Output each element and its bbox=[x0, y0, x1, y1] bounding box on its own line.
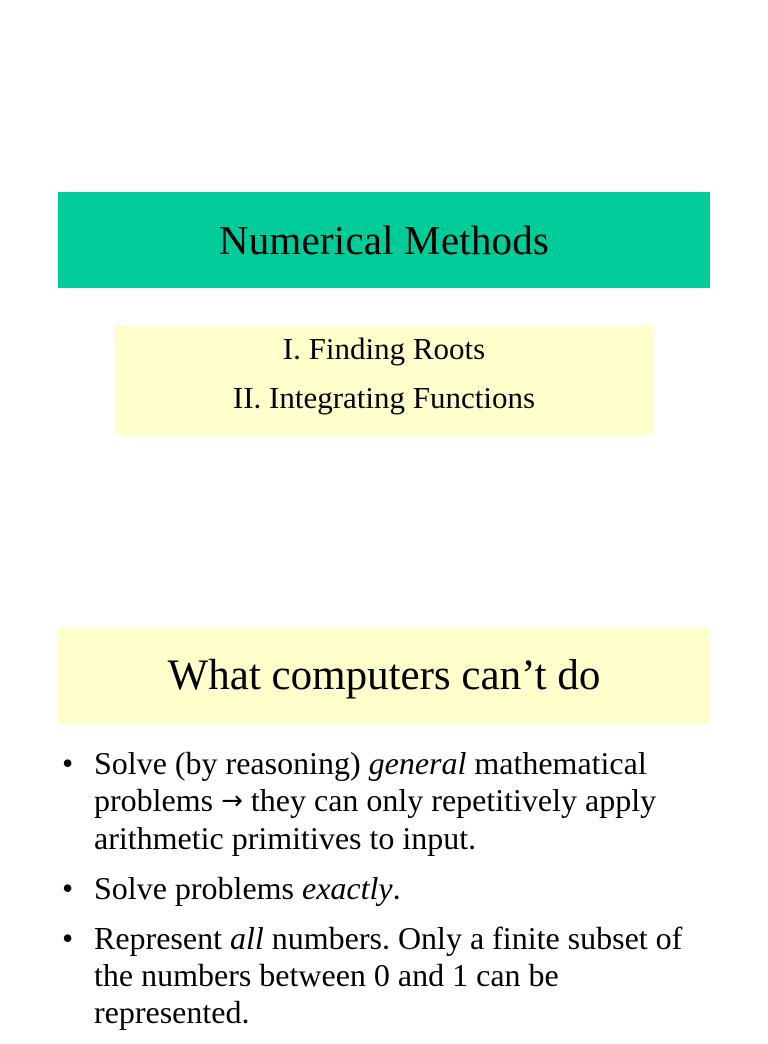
bullet-item-represent-all bbox=[62, 920, 722, 1031]
bullet-item-solve-general bbox=[62, 745, 722, 857]
bullet-icon: • bbox=[62, 920, 74, 956]
bullet-text: . bbox=[392, 870, 401, 906]
bullet-text: they can only repetitively apply arithmetic primitives to input. bbox=[94, 782, 657, 856]
bullet-text: mathematical problems bbox=[94, 745, 647, 818]
slide-title: Numerical Methods bbox=[218, 217, 550, 263]
bullet-text: Solve (by reasoning) bbox=[94, 745, 369, 781]
bullet-emphasis: all bbox=[229, 920, 264, 956]
outline-item-finding-roots: I. Finding Roots bbox=[282, 331, 486, 366]
title-bar bbox=[58, 192, 710, 288]
bullet-text: Represent bbox=[94, 920, 230, 956]
bullet-list bbox=[62, 745, 722, 1044]
bullet-emphasis: general bbox=[368, 745, 467, 781]
bullet-icon: • bbox=[62, 745, 74, 781]
slide-2-title: What computers can’t do bbox=[167, 652, 601, 699]
bullet-text: numbers. Only a finite subset of the numbers between 0 and 1 can be represented. bbox=[94, 920, 683, 1030]
right-arrow-icon: → bbox=[221, 786, 243, 816]
bullet-item-solve-exactly bbox=[62, 870, 722, 907]
slide-2-title-box bbox=[58, 628, 710, 723]
outline-box bbox=[115, 326, 653, 435]
bullet-icon: • bbox=[62, 870, 74, 906]
bullet-text: Solve problems bbox=[94, 870, 302, 906]
outline-item-integrating-functions: II. Integrating Functions bbox=[232, 380, 536, 415]
bullet-emphasis: exactly bbox=[301, 870, 393, 906]
